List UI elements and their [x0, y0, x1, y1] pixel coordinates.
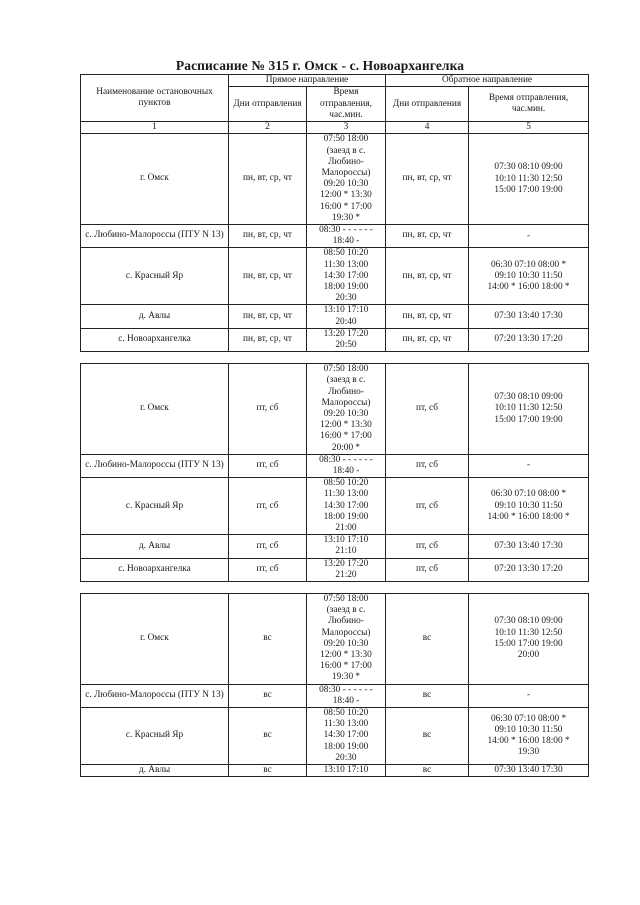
days-backward-cell: пт, сб	[386, 558, 469, 581]
header-days-forward: Дни отправления	[229, 87, 307, 122]
times-forward-cell: 07:50 18:00 (заезд в с. Любино- Малороссы) 09:20 10:30 12:00 * 13:30 16:00 * 17:00 20:00 *	[307, 364, 386, 455]
times-backward-cell: 07:30 08:10 09:00 10:10 11:30 12:50 15:00 17:00 19:00 20:00	[469, 594, 589, 685]
times-forward-cell: 13:10 17:10 20:40	[307, 305, 386, 328]
header-backward-direction: Обратное направление	[386, 75, 589, 87]
schedule-table	[80, 74, 589, 777]
times-backward-cell: -	[469, 454, 589, 477]
schedule-row	[81, 248, 589, 305]
stop-name-cell: с. Любино-Малороссы (ПТУ N 13)	[81, 224, 229, 247]
stop-name-cell: с. Любино-Малороссы (ПТУ N 13)	[81, 454, 229, 477]
times-backward-cell: 06:30 07:10 08:00 * 09:10 10:30 11:50 14:00 * 16:00 18:00 *	[469, 478, 589, 535]
times-backward-cell: 06:30 07:10 08:00 * 09:10 10:30 11:50 14:00 * 16:00 18:00 *	[469, 248, 589, 305]
block-separator	[81, 582, 589, 594]
stop-name-cell: г. Омск	[81, 594, 229, 685]
column-number: 2	[229, 122, 307, 134]
times-backward-cell: 07:30 13:40 17:30	[469, 305, 589, 328]
times-forward-cell: 08:50 10:20 11:30 13:00 14:30 17:00 18:00 19:00 20:30	[307, 708, 386, 765]
days-backward-cell: вс	[386, 708, 469, 765]
header-forward-direction: Прямое направление	[229, 75, 386, 87]
days-backward-cell: пт, сб	[386, 454, 469, 477]
times-backward-cell: 07:20 13:30 17:20	[469, 558, 589, 581]
times-forward-cell: 08:50 10:20 11:30 13:00 14:30 17:00 18:00 19:00 20:30	[307, 248, 386, 305]
days-forward-cell: пн, вт, ср, чт	[229, 134, 307, 225]
days-forward-cell: вс	[229, 684, 307, 707]
times-backward-cell: -	[469, 224, 589, 247]
days-forward-cell: пт, сб	[229, 454, 307, 477]
stop-name-cell: с. Новоархангелка	[81, 328, 229, 351]
stop-name-cell: с. Красный Яр	[81, 248, 229, 305]
block-separator-cell	[81, 582, 589, 594]
times-forward-cell: 08:50 10:20 11:30 13:00 14:30 17:00 18:00 19:00 21:00	[307, 478, 386, 535]
days-forward-cell: пн, вт, ср, чт	[229, 224, 307, 247]
days-backward-cell: вс	[386, 594, 469, 685]
schedule-row	[81, 708, 589, 765]
schedule-row	[81, 454, 589, 477]
block-separator-cell	[81, 352, 589, 364]
times-forward-cell: 08:30 - - - - - - 18:40 -	[307, 684, 386, 707]
schedule-row	[81, 535, 589, 558]
times-forward-cell: 07:50 18:00 (заезд в с. Любино- Малороссы) 09:20 10:30 12:00 * 13:30 16:00 * 17:00 19:30 *	[307, 594, 386, 685]
days-forward-cell: пт, сб	[229, 478, 307, 535]
column-number: 5	[469, 122, 589, 134]
days-forward-cell: пн, вт, ср, чт	[229, 248, 307, 305]
times-backward-cell: -	[469, 684, 589, 707]
times-forward-cell: 13:10 17:10	[307, 765, 386, 777]
schedule-row	[81, 224, 589, 247]
schedule-row	[81, 594, 589, 685]
header-time-forward: Время отправления, час.мин.	[307, 87, 386, 122]
schedule-row	[81, 765, 589, 777]
stop-name-cell: с. Красный Яр	[81, 478, 229, 535]
times-backward-cell: 07:30 08:10 09:00 10:10 11:30 12:50 15:00 17:00 19:00	[469, 364, 589, 455]
times-forward-cell: 13:10 17:10 21:10	[307, 535, 386, 558]
header-time-backward: Время отправления, час.мин.	[469, 87, 589, 122]
stop-name-cell: д. Авлы	[81, 765, 229, 777]
page-title: Расписание № 315 г. Омск - с. Новоархангелка	[175, 58, 465, 73]
days-forward-cell: пт, сб	[229, 535, 307, 558]
days-backward-cell: пн, вт, ср, чт	[386, 224, 469, 247]
days-backward-cell: вс	[386, 765, 469, 777]
column-number: 1	[81, 122, 229, 134]
days-forward-cell: вс	[229, 708, 307, 765]
stop-name-cell: д. Авлы	[81, 535, 229, 558]
block-separator	[81, 352, 589, 364]
days-forward-cell: пт, сб	[229, 558, 307, 581]
schedule-row	[81, 134, 589, 225]
times-forward-cell: 13:20 17:20 21:20	[307, 558, 386, 581]
times-backward-cell: 06:30 07:10 08:00 * 09:10 10:30 11:50 14:00 * 16:00 18:00 * 19:30	[469, 708, 589, 765]
days-forward-cell: пт, сб	[229, 364, 307, 455]
header-stop-name: Наименование остановочных пунктов	[81, 75, 229, 122]
days-forward-cell: пн, вт, ср, чт	[229, 305, 307, 328]
days-forward-cell: вс	[229, 765, 307, 777]
column-number: 4	[386, 122, 469, 134]
times-backward-cell: 07:30 13:40 17:30	[469, 765, 589, 777]
times-forward-cell: 07:50 18:00 (заезд в с. Любино- Малороссы) 09:20 10:30 12:00 * 13:30 16:00 * 17:00 19:30 *	[307, 134, 386, 225]
days-forward-cell: пн, вт, ср, чт	[229, 328, 307, 351]
column-number: 3	[307, 122, 386, 134]
times-forward-cell: 08:30 - - - - - - 18:40 -	[307, 224, 386, 247]
days-backward-cell: пн, вт, ср, чт	[386, 134, 469, 225]
stop-name-cell: с. Новоархангелка	[81, 558, 229, 581]
schedule-row	[81, 328, 589, 351]
days-backward-cell: пт, сб	[386, 535, 469, 558]
times-backward-cell: 07:20 13:30 17:20	[469, 328, 589, 351]
times-forward-cell: 13:20 17:20 20:50	[307, 328, 386, 351]
days-backward-cell: пн, вт, ср, чт	[386, 305, 469, 328]
times-backward-cell: 07:30 13:40 17:30	[469, 535, 589, 558]
days-backward-cell: пт, сб	[386, 364, 469, 455]
header-days-backward: Дни отправления	[386, 87, 469, 122]
schedule-row	[81, 558, 589, 581]
schedule-row	[81, 305, 589, 328]
stop-name-cell: с. Красный Яр	[81, 708, 229, 765]
schedule-row	[81, 364, 589, 455]
times-forward-cell: 08:30 - - - - - - 18:40 -	[307, 454, 386, 477]
times-backward-cell: 07:30 08:10 09:00 10:10 11:30 12:50 15:00 17:00 19:00	[469, 134, 589, 225]
schedule-body	[81, 134, 589, 777]
schedule-row	[81, 478, 589, 535]
stop-name-cell: г. Омск	[81, 134, 229, 225]
schedule-row	[81, 684, 589, 707]
days-backward-cell: пн, вт, ср, чт	[386, 248, 469, 305]
stop-name-cell: д. Авлы	[81, 305, 229, 328]
days-backward-cell: пн, вт, ср, чт	[386, 328, 469, 351]
days-backward-cell: пт, сб	[386, 478, 469, 535]
days-backward-cell: вс	[386, 684, 469, 707]
days-forward-cell: вс	[229, 594, 307, 685]
stop-name-cell: с. Любино-Малороссы (ПТУ N 13)	[81, 684, 229, 707]
stop-name-cell: г. Омск	[81, 364, 229, 455]
